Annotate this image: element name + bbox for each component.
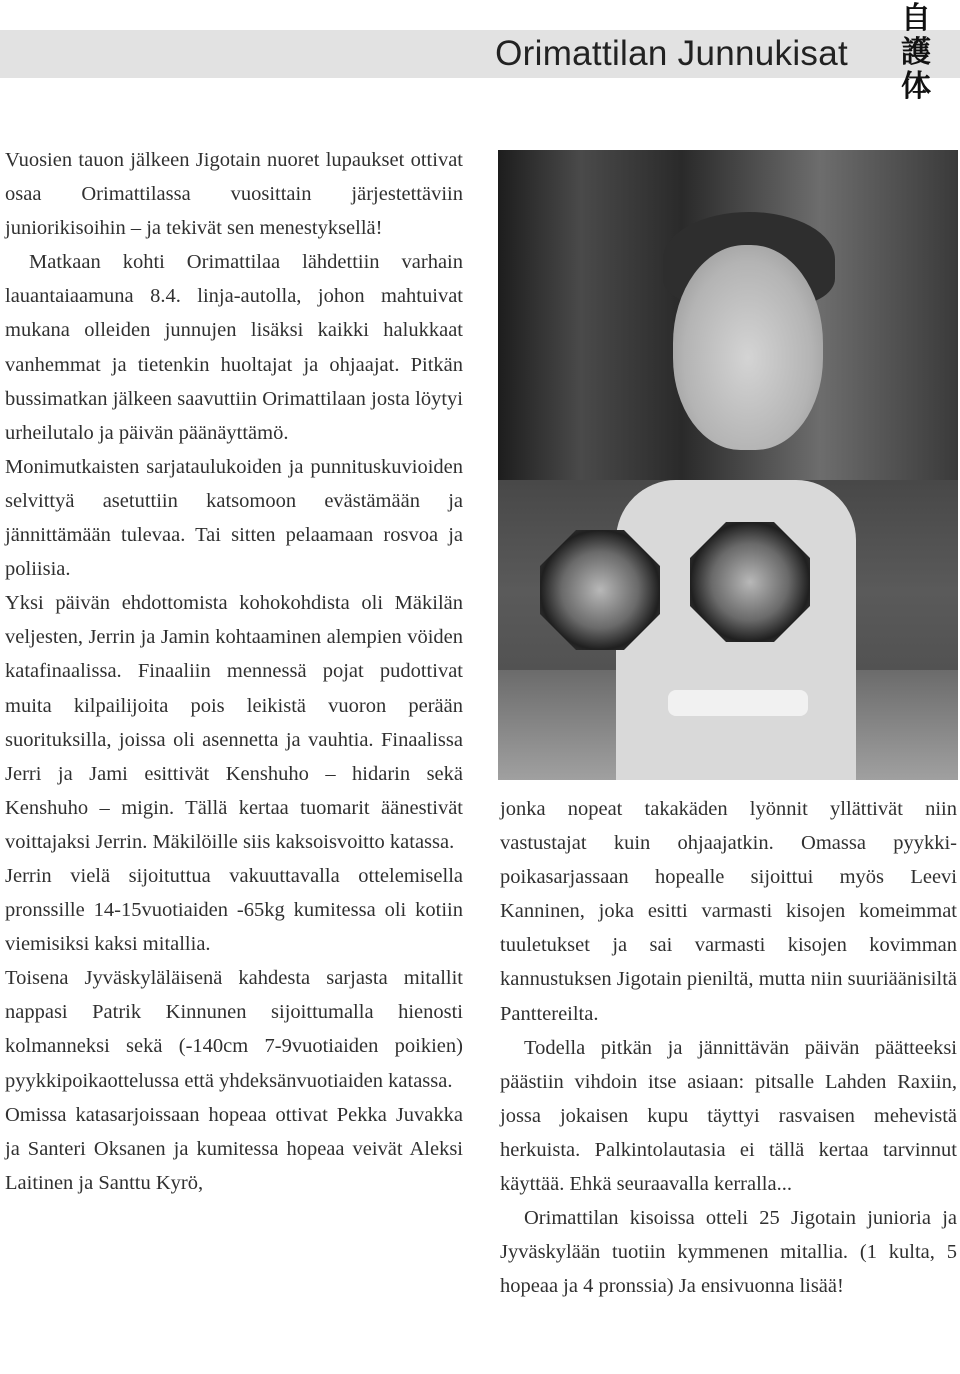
photo-face bbox=[673, 245, 823, 450]
kanji-logo bbox=[896, 2, 936, 104]
page-title: Orimattilan Junnukisat bbox=[495, 34, 848, 73]
paragraph: Matkaan kohti Orimattilaa lähdettiin varhain lauantaiaamuna 8.4. linja-autolla, johon mahtuivat mukana olleiden junnujen lisäksi kaikki halukkaat vanhemmat ja tietenkin huoltajat ja ohjaajat. Pitkän bussimatkan jälkeen saavuttiin Orimattilaan josta löytyi urheilutalo ja päivän päänäyttämö. bbox=[5, 251, 463, 444]
paragraph: Omissa katasarjoissaan hopeaa ottivat Pekka Juvakka ja Santeri Oksanen ja kumitessa hopeaa veivät Aleksi Laitinen ja Santtu Kyrö, bbox=[5, 1103, 463, 1194]
paragraph: Vuosien tauon jälkeen Jigotain nuoret lupaukset ottivat osaa Orimattilassa vuosittain järjestettäviin juniorikisoihin – ja tekivät sen menestyksellä! bbox=[5, 149, 463, 240]
paragraph: Jerrin vielä sijoituttua vakuuttavalla ottelemisella pronssille 14-15vuotiaiden -65kg kumitessa oli kotiin viemisiksi kaksi mitallia. bbox=[5, 864, 463, 956]
right-column bbox=[500, 792, 957, 1303]
trophy-right-icon bbox=[690, 522, 810, 642]
paragraph: Orimattilan kisoissa otteli 25 Jigotain junioria ja Jyväskylään tuotiin kymmenen mitallia. (1 kulta, 5 hopeaa ja 4 pronssia) Ja ensivuonna lisää! bbox=[500, 1207, 957, 1298]
left-column bbox=[5, 143, 463, 1200]
kanji-char-2: 護 bbox=[901, 35, 931, 70]
paragraph: Toisena Jyväskyläläisenä kahdesta sarjasta mitallit nappasi Patrik Kinnunen sijoittumalla hienosti kolmanneksi sekä (-140cm 7-9vuotiaiden poikien) pyykkipoikaottelussa että yhdeksänvuotiaiden katassa. bbox=[5, 967, 463, 1092]
photo-boy-with-trophies bbox=[498, 150, 958, 780]
paragraph: jonka nopeat takakäden lyönnit yllättivät niin vastustajat kuin ohjaajatkin. Omassa pyykkipoikasarjassaan hopealle sijoittui myös Leevi Kanninen, joka esitti varmasti kisojen komeimmat tuuletukset ja sai varmasti kisojen kovimman kannustuksen Jigotain pieniltä, mutta niin suuriäänisiltä Panttereilta. bbox=[500, 798, 957, 1025]
paragraph: Todella pitkän ja jännittävän päivän päätteeksi päästiin vihdoin itse asiaan: pitsalle Lahden Raxiin, jossa jokaisen kupu täyttyi rasvaisen mehevistä herkuista. Palkintolautasia ei tällä kertaa tarvinnut käyttää. Ehkä seuraavalla kerralla... bbox=[500, 1036, 957, 1196]
trophy-left-icon bbox=[540, 530, 660, 650]
kanji-char-3: 体 bbox=[901, 69, 931, 104]
kanji-char-1: 自 bbox=[901, 1, 931, 36]
paragraph: Yksi päivän ehdottomista kohokohdista oli Mäkilän veljesten, Jerrin ja Jamin kohtaaminen alempien vöiden katafinaalissa. Finaaliin mennessä pojat pudottivat muita kilpailijoita pois leikistä vuoron perään suorituksilla, joissa oli asennetta ja vauhtia. Finaalissa Jerri ja Jami esittivät Kenshuho – hidarin sekä Kenshuho – migin. Tällä kertaa tuomarit äänestivät voittajaksi Jerrin. Mäkilöille siis kaksoisvoitto katassa. bbox=[5, 592, 463, 853]
paragraph: Monimutkaisten sarjataulukoiden ja punnituskuvioiden selvittyä asetuttiin katsomoon evästämään ja jännittämään tulevaa. Tai sitten pelaamaan rosvoa ja poliisia. bbox=[5, 455, 463, 581]
photo-belt bbox=[668, 690, 808, 716]
